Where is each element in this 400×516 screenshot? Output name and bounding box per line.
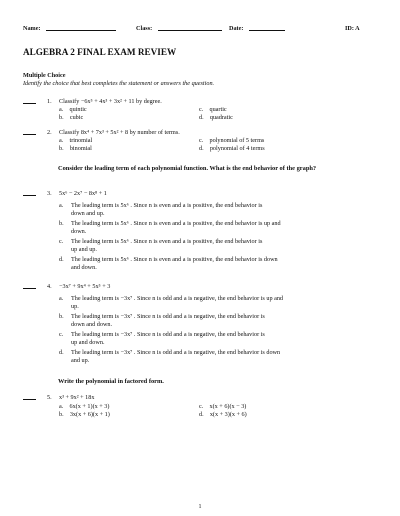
option-b: [59, 411, 110, 419]
question-number: 1.: [47, 98, 52, 105]
option-b-line2: down and down.: [71, 321, 113, 328]
option-text: 3x(x + 6)(x + 1): [69, 411, 110, 418]
option-b-line1: The leading term is −3x⁷ . Since n is odd and a is negative, the end behavior is: [71, 313, 265, 320]
option-text: polynomial of 4 terms: [209, 145, 265, 152]
option-text: binomial: [69, 145, 92, 152]
question-stem: 5x⁶ − 2x⁷ − 8x⁸ + 1: [59, 190, 107, 197]
option-d-line1: The leading term is −3x⁷ . Since n is odd and a is negative, the end behavior is down: [71, 349, 281, 356]
answer-blank[interactable]: [23, 190, 36, 196]
option-text: cubic: [69, 114, 84, 121]
page-title: ALGEBRA 2 FINAL EXAM REVIEW: [23, 47, 177, 57]
option-b-letter: b.: [59, 313, 64, 320]
option-d: [199, 114, 233, 122]
option-a-letter: a.: [59, 202, 64, 209]
question-number: 4.: [47, 283, 52, 290]
question-stem: −3x⁷ + 9x⁴ + 5x⁵ + 3: [59, 283, 111, 290]
option-d-letter: d.: [59, 256, 64, 263]
option-c-letter: c.: [59, 238, 64, 245]
page-number: 1: [198, 504, 202, 510]
option-d-line1: The leading term is 5x⁶ . Since n is even and a is positive, the end behavior is down: [71, 256, 278, 263]
question-1: [23, 98, 378, 128]
option-text: quadratic: [209, 114, 233, 121]
option-b: [59, 114, 83, 122]
question-number: 3.: [47, 190, 52, 197]
option-b-line2: down.: [71, 228, 87, 235]
option-a: [59, 403, 109, 411]
option-letter: b.: [59, 114, 64, 121]
option-text: 6x(x + 1)(x + 3): [69, 403, 110, 410]
section-heading-factored-form: Write the polynomial in factored form.: [58, 378, 164, 385]
name-label: Name:: [23, 25, 41, 32]
date-label: Date:: [229, 25, 244, 32]
option-a-letter: a.: [59, 295, 64, 302]
option-text: trinomial: [69, 137, 93, 144]
option-text: quintic: [69, 106, 87, 113]
question-number: 2.: [47, 129, 52, 136]
class-label: Class:: [136, 25, 153, 32]
section-heading-multiple-choice: Multiple Choice: [23, 72, 66, 79]
id-label: ID: A: [345, 25, 360, 32]
option-letter: c.: [199, 403, 204, 410]
option-c-line2: up and down.: [71, 339, 105, 346]
option-letter: d.: [199, 145, 204, 152]
option-letter: b.: [59, 411, 64, 418]
option-text: polynomial of 5 terms: [209, 137, 265, 144]
option-d-line2: and up.: [71, 357, 90, 364]
option-c: [199, 137, 264, 145]
answer-blank[interactable]: [23, 394, 36, 400]
question-number: 5.: [47, 394, 52, 401]
option-c-letter: c.: [59, 331, 64, 338]
question-4: [23, 283, 378, 373]
option-a: [59, 106, 87, 114]
option-d-letter: d.: [59, 349, 64, 356]
question-stem: x³ + 9x² + 18x: [59, 394, 95, 401]
option-b-line1: The leading term is 5x⁶ . Since n is even and a is positive, the end behavior is up and: [71, 220, 281, 227]
option-d: [199, 145, 265, 153]
option-d-line2: and down.: [71, 264, 97, 271]
answer-blank[interactable]: [23, 129, 36, 135]
answer-blank[interactable]: [23, 98, 36, 104]
question-5: [23, 394, 378, 424]
option-b-letter: b.: [59, 220, 64, 227]
option-letter: d.: [199, 114, 204, 121]
option-a-line2: up.: [71, 303, 79, 310]
option-letter: a.: [59, 106, 64, 113]
option-a-line2: down and up.: [71, 210, 105, 217]
option-c: [199, 106, 227, 114]
option-letter: d.: [199, 411, 204, 418]
option-b: [59, 145, 92, 153]
question-2: [23, 129, 378, 159]
option-c-line2: up and up.: [71, 246, 97, 253]
option-text: x(x + 6)(x − 3): [209, 403, 247, 410]
option-a-line1: The leading term is −3x⁷ . Since n is odd and a is negative, the end behavior is up and: [71, 295, 284, 302]
option-c-line1: The leading term is 5x⁶ . Since n is even and a is positive, the end behavior is: [71, 238, 263, 245]
question-stem: Classify −6x⁵ + 4x³ + 3x² + 11 by degree.: [59, 98, 162, 105]
option-letter: c.: [199, 137, 204, 144]
question-stem: Classify 8x⁴ + 7x³ + 5x² + 8 by number of terms.: [59, 129, 180, 136]
option-letter: a.: [59, 403, 64, 410]
option-text: x(x + 3)(x + 6): [209, 411, 247, 418]
section-instruction: Identify the choice that best completes the statement or answers the question.: [23, 80, 215, 87]
option-text: quartic: [209, 106, 227, 113]
answer-blank[interactable]: [23, 283, 36, 289]
section-heading-end-behavior: Consider the leading term of each polynomial function. What is the end behavior of the graph?: [58, 165, 317, 172]
option-a-line1: The leading term is 5x⁶ . Since n is even and a is positive, the end behavior is: [71, 202, 263, 209]
option-letter: a.: [59, 137, 64, 144]
option-letter: b.: [59, 145, 64, 152]
option-d: [199, 411, 247, 419]
option-letter: c.: [199, 106, 204, 113]
option-c: [199, 403, 246, 411]
option-a: [59, 137, 92, 145]
question-3: [23, 190, 378, 280]
option-c-line1: The leading term is −3x⁷ . Since n is odd and a is negative, the end behavior is: [71, 331, 265, 338]
